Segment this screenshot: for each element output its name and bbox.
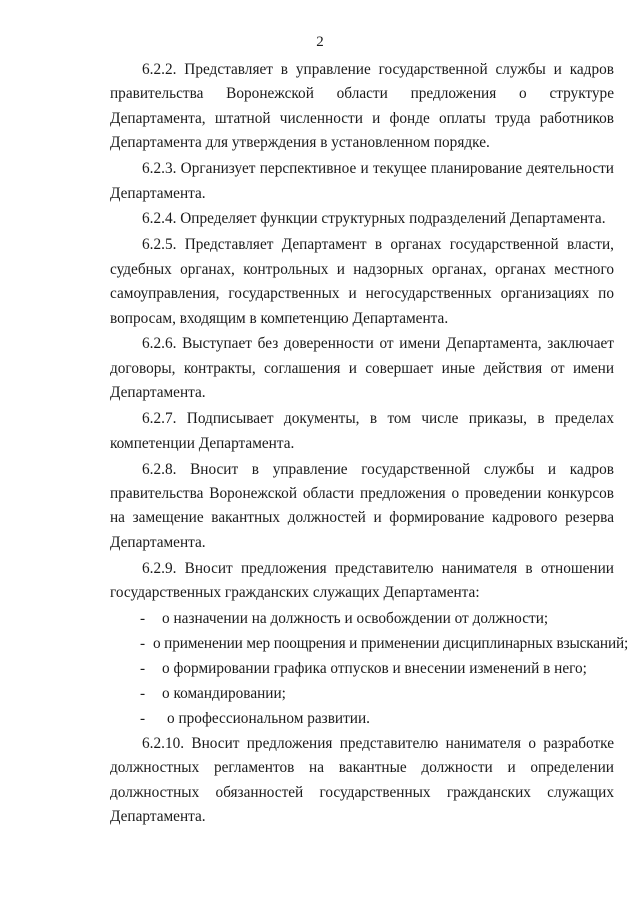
list-item-text: о формировании графика отпусков и внесении изменений в него; (162, 659, 587, 677)
list-item-text: о применении мер поощрения и применении дисциплинарных взысканий; (153, 634, 629, 652)
bullet-dash: - (140, 709, 146, 727)
paragraph-6-2-4: 6.2.4. Определяет функции структурных подразделений Департамента. (142, 210, 606, 228)
list-item-text: о профессиональном развитии. (167, 709, 370, 727)
bullet-dash: - (140, 659, 146, 677)
list-item (110, 607, 614, 631)
paragraph-6-2-10: 6.2.10. Вносит предложения представителю нанимателя о разработке должностных регламентов на вакантные должности и определении должностных обязанностей государственных гражданских служащих Департамента. (110, 734, 614, 826)
bullet-dash: - (140, 684, 146, 702)
paragraph-6-2-9: 6.2.9. Вносит предложения представителю нанимателя в отношении государственных гражданских служащих Департамента: (110, 559, 614, 602)
list-item-text: о назначении на должность и освобождении от должности; (162, 609, 549, 627)
paragraph-6-2-6: 6.2.6. Выступает без доверенности от имени Департамента, заключает договоры, контракты, соглашения и совершает иные действия от имени Департамента. (110, 335, 614, 402)
list-item (110, 632, 629, 656)
document-body (110, 58, 629, 831)
bullet-dash: - (140, 609, 146, 627)
bullet-dash: - (140, 634, 145, 652)
paragraph-6-2-3: 6.2.3. Организует перспективное и текущее планирование деятельности Департамента. (110, 160, 614, 202)
list-item (110, 657, 614, 681)
list-item (110, 682, 614, 706)
paragraph-6-2-7: 6.2.7. Подписывает документы, в том числе приказы, в пределах компетенции Департамента. (110, 410, 614, 452)
paragraph-6-2-8: 6.2.8. Вносит в управление государственной службы и кадров правительства Воронежской области предложения о проведении конкурсов на замещение вакантных должностей и формирование кадрового резерва Департамента. (110, 460, 614, 551)
paragraph-6-2-2: 6.2.2. Представляет в управление государственной службы и кадров правительства Воронежской области предложения о структуре Департамента, штатной численности и фонде оплаты труда работников Департамента для утверждения в установленном порядке. (110, 61, 614, 152)
page-number: 2 (316, 34, 324, 50)
paragraph-6-2-5: 6.2.5. Представляет Департамент в органах государственной власти, судебных органах, контрольных и надзорных органах, органах местного самоуправления, государственных и негосударственных организациях по вопросам, входящим в компетенцию Департамента. (110, 236, 614, 327)
list-item (110, 707, 614, 731)
list-item-text: о командировании; (162, 684, 286, 702)
